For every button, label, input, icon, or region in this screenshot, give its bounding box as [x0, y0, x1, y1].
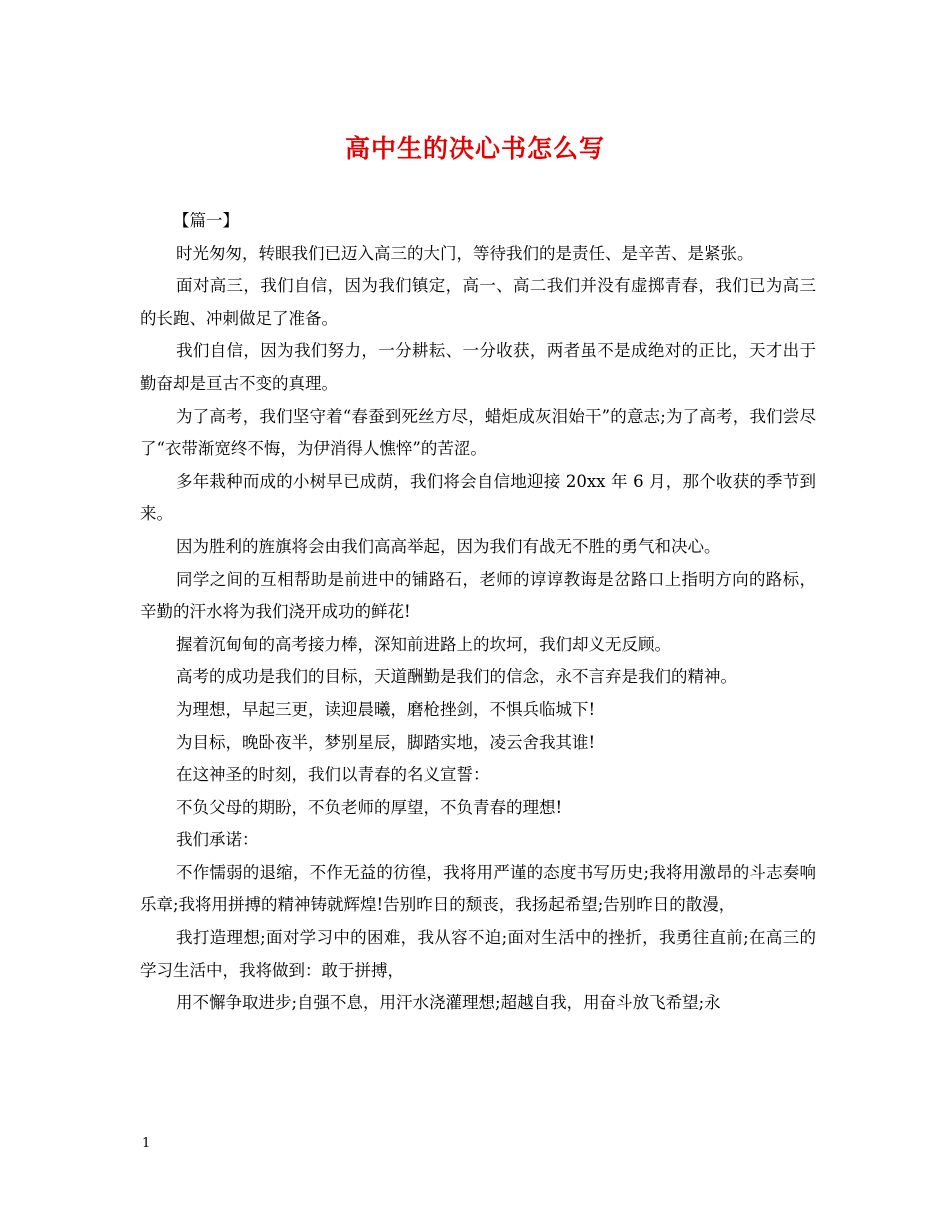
paragraph: 在这神圣的时刻，我们以青春的名义宣誓：	[176, 765, 490, 785]
paragraph: 因为胜利的旌旗将会由我们高高举起，因为我们有战无不胜的勇气和决心。	[176, 536, 721, 556]
paragraph: 为理想，早起三更，读迎晨曦，磨枪挫剑，不惧兵临城下!	[176, 699, 596, 719]
document-title: 高中生的决心书怎么写	[344, 134, 605, 163]
paragraph: 为目标，晚卧夜半，梦别星辰，脚踏实地，凌云舍我其谁!	[176, 732, 596, 752]
paragraph: 不作懦弱的退缩，不作无益的彷徨，我将用严谨的态度书写历史;我将用激昂的斗志奏响乐章;我将用拼搏的精神铸就辉煌!告别昨日的颓丧，我扬起希望;告别昨日的散漫，	[140, 862, 816, 915]
paragraph: 多年栽种而成的小树早已成荫，我们将会自信地迎接 20xx 年 6 月，那个收获的季节到来。	[140, 471, 816, 524]
paragraph: 用不懈争取进步;自强不息，用汗水浇灌理想;超越自我，用奋斗放飞希望;永	[176, 993, 721, 1013]
paragraph: 我们自信，因为我们努力，一分耕耘、一分收获，两者虽不是成绝对的正比，天才出于勤奋却是亘古不变的真理。	[140, 341, 816, 393]
page-number: 1	[142, 1136, 151, 1151]
paragraph: 不负父母的期盼，不负老师的厚望，不负青春的理想!	[176, 797, 563, 817]
paragraph: 面对高三，我们自信，因为我们镇定，高一、高二我们并没有虚掷青春，我们已为高三的长跑、冲刺做足了准备。	[140, 276, 816, 328]
paragraph: 高考的成功是我们的目标，天道酬勤是我们的信念，永不言弃是我们的精神。	[176, 667, 737, 687]
paragraph: 同学之间的互相帮助是前进中的铺路石，老师的谆谆教诲是岔路口上指明方向的路标，辛勤的汗水将为我们浇开成功的鲜花!	[140, 569, 816, 622]
section-label: 【篇一】	[173, 211, 239, 230]
paragraph: 时光匆匆，转眼我们已迈入高三的大门，等待我们的是责任、是辛苦、是紧张。	[176, 243, 754, 263]
paragraph: 我们承诺：	[176, 830, 259, 850]
paragraph: 我打造理想;面对学习中的困难，我从容不迫;面对生活中的挫折，我勇往直前;在高三的学习生活中，我将做到：敢于拼搏，	[140, 928, 816, 980]
paragraph: 为了高考，我们坚守着“春蚕到死丝方尽，蜡炬成灰泪始干”的意志;为了高考，我们尝尽了“衣带渐宽终不悔，为伊消得人憔悴”的苦涩。	[140, 406, 816, 459]
document-body	[140, 205, 816, 1020]
paragraph: 握着沉甸甸的高考接力棒，深知前进路上的坎坷，我们却义无反顾。	[176, 634, 671, 654]
